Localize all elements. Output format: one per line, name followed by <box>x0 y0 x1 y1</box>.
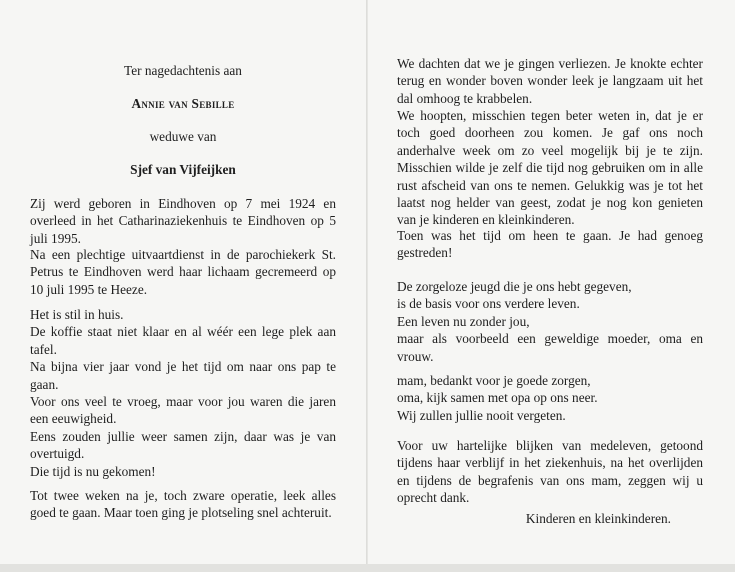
verse-thanks <box>397 372 703 424</box>
verse-line: Een leven nu zonder jou, <box>397 313 530 329</box>
card-fold <box>366 0 368 572</box>
verse-youth <box>397 278 703 365</box>
widow-of: weduwe van <box>149 129 217 144</box>
paragraph-hoped: We hoopten, misschien tegen beter weten in, dat je er toch goed doorheen zou komen. Je gaf ons noch anderhalve week om zo veel mogelijk bij je te zijn. Misschien wilde je zelf die tijd nog gebruiken om in alle rust afscheid van ons te nemen. Gelukkig was je tot het laatst nog helder van geest, zodat je nog kon genieten van je kinderen en kleinkinderen. <box>397 108 703 228</box>
verse-line: oma, kijk samen met opa op ons neer. <box>397 390 598 406</box>
verse-line: Wij zullen jullie nooit vergeten. <box>397 407 566 423</box>
verse-line: mam, bedankt voor je goede zorgen, <box>397 373 591 388</box>
poem <box>30 306 336 480</box>
poem-line: Na bijna vier jaar vond je het tijd om naar ons pap te gaan. <box>30 359 336 392</box>
husband-name: Sjef van Vijfeijken <box>130 162 236 177</box>
signoff: Kinderen en kleinkinderen. <box>525 511 671 526</box>
poem-line: Het is stil in huis. <box>30 307 124 322</box>
poem-line: De koffie staat niet klaar en al wéér een lege plek aan tafel. <box>30 324 336 357</box>
poem-line: Eens zouden jullie weer samen zijn, daar was je van overtuigd. <box>30 428 336 462</box>
service-text: Na een plechtige uitvaartdienst in de parochiekerk St. Petrus te Eindhoven werd haar lichaam gecremeerd op 10 juli 1995 te Heeze. <box>30 247 336 297</box>
verse-line: De zorgeloze jeugd die je ons hebt gegeven, <box>397 279 632 294</box>
poem-line: Die tijd is nu gekomen! <box>30 463 156 479</box>
paragraph-time: Toen was het tijd om heen te gaan. Je had genoeg gestreden! <box>397 228 703 261</box>
verse-line: maar als voorbeeld een geweldige moeder, oma en vrouw. <box>397 331 703 364</box>
paragraph-lost: We dachten dat we je gingen verliezen. Je knokte echter terug en wonder boven wonder leek je langzaam uit het dal omhoog te krabbelen. <box>397 56 703 106</box>
bio-text: Zij werd geboren in Eindhoven op 7 mei 1924 en overleed in het Catharinaziekenhuis te Eindhoven op 5 juli 1995. <box>30 196 336 246</box>
poem-line: Voor ons veel te vroeg, maar voor jou waren die jaren een eeuwigheid. <box>30 394 336 427</box>
card-bottom-edge <box>0 564 735 572</box>
deceased-name: Annie van Sebille <box>131 96 235 111</box>
verse-line: is de basis voor ons verdere leven. <box>397 296 580 312</box>
header-intro: Ter nagedachtenis aan <box>124 63 242 78</box>
closing-text: Tot twee weken na je, toch zware operatie, leek alles goed te gaan. Maar toen ging je plotseling snel achteruit. <box>30 488 336 521</box>
thanks-text: Voor uw hartelijke blijken van medeleven, getoond tijdens haar verblijf in het ziekenhuis, na het overlijden en tijdens de begrafenis van ons mam, zeggen wij u oprecht dank. <box>397 438 703 506</box>
